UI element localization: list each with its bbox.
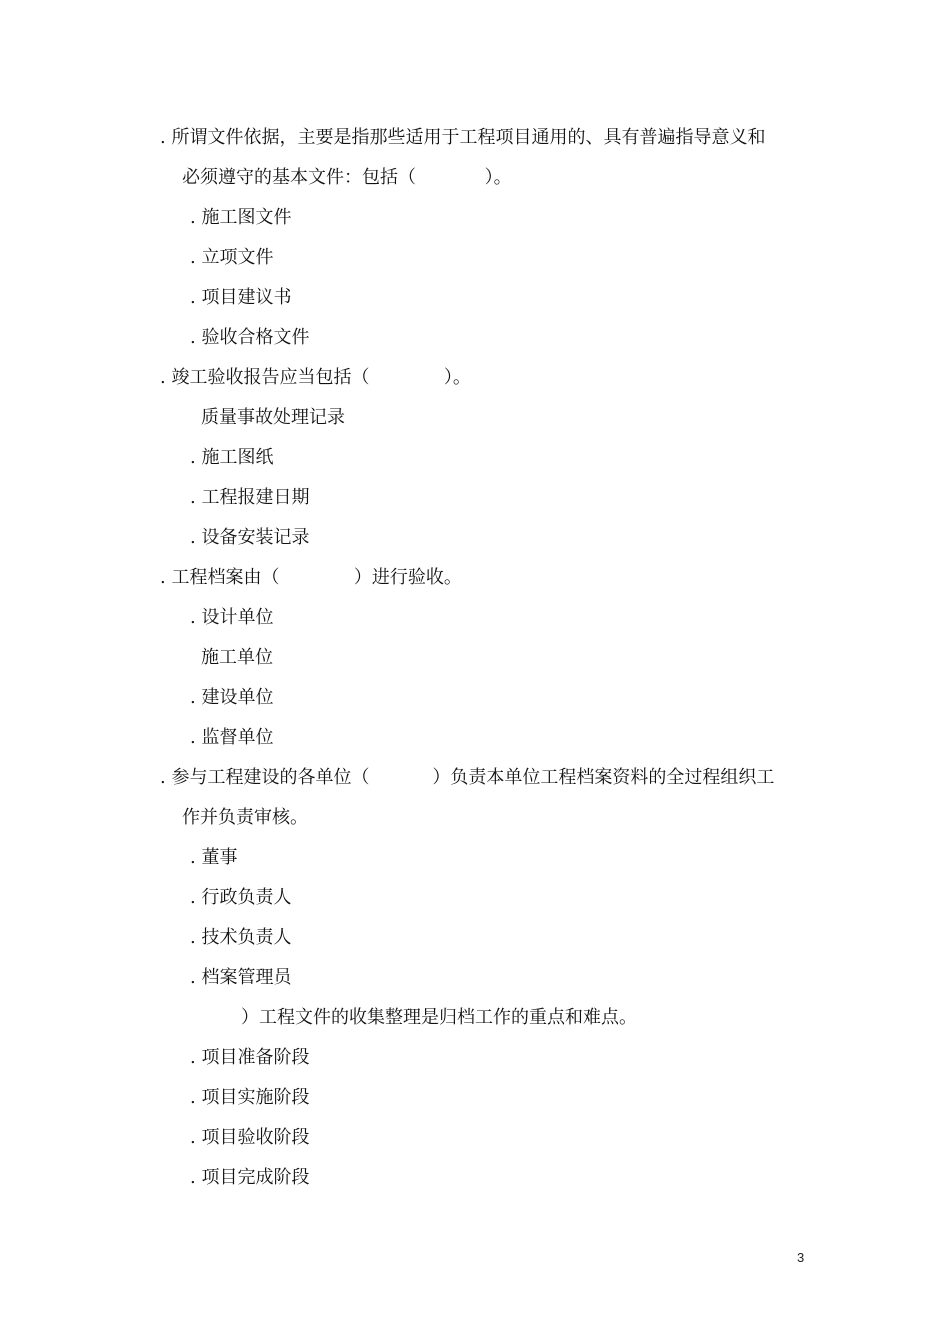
question-1-text-line1: . 所谓文件依据，主要是指那些适用于工程项目通用的、具有普遍指导意义和 [160,127,766,148]
question-3-option-a: . 设计单位 [190,607,274,628]
question-4-text-line2: 作并负责审核。 [182,807,308,828]
question-4-option-b: . 行政负责人 [190,887,292,908]
question-3-option-c: . 建设单位 [190,687,274,708]
question-3-option-d: . 监督单位 [190,727,274,748]
question-4-option-d: . 档案管理员 [190,967,292,988]
question-5-text: ）工程文件的收集整理是归档工作的重点和难点。 [241,1007,637,1028]
question-4-option-c: . 技术负责人 [190,927,292,948]
question-2-option-b: . 施工图纸 [190,447,274,468]
question-5-option-a: . 项目准备阶段 [190,1047,310,1068]
question-1-option-b: . 立项文件 [190,247,274,268]
question-4-option-a: . 董事 [190,847,238,868]
question-5-option-d: . 项目完成阶段 [190,1167,310,1188]
question-3-text: . 工程档案由（ ）进行验收。 [160,567,462,588]
question-1-text-line2: 必须遵守的基本文件：包括（ ）。 [182,167,512,188]
question-1-option-a: . 施工图文件 [190,207,292,228]
question-2-text: . 竣工验收报告应当包括（ ）。 [160,367,471,388]
question-2-option-c: . 工程报建日期 [190,487,310,508]
question-5-option-b: . 项目实施阶段 [190,1087,310,1108]
question-5-option-c: . 项目验收阶段 [190,1127,310,1148]
question-1-option-d: . 验收合格文件 [190,327,310,348]
question-3-option-b: 施工单位 [201,647,273,668]
question-4-text-line1: . 参与工程建设的各单位（ ）负责本单位工程档案资料的全过程组织工 [160,767,775,788]
question-2-option-a: 质量事故处理记录 [201,407,345,428]
question-1-option-c: . 项目建议书 [190,287,292,308]
question-2-option-d: . 设备安装记录 [190,527,310,548]
page-number: 3 [797,1250,805,1265]
